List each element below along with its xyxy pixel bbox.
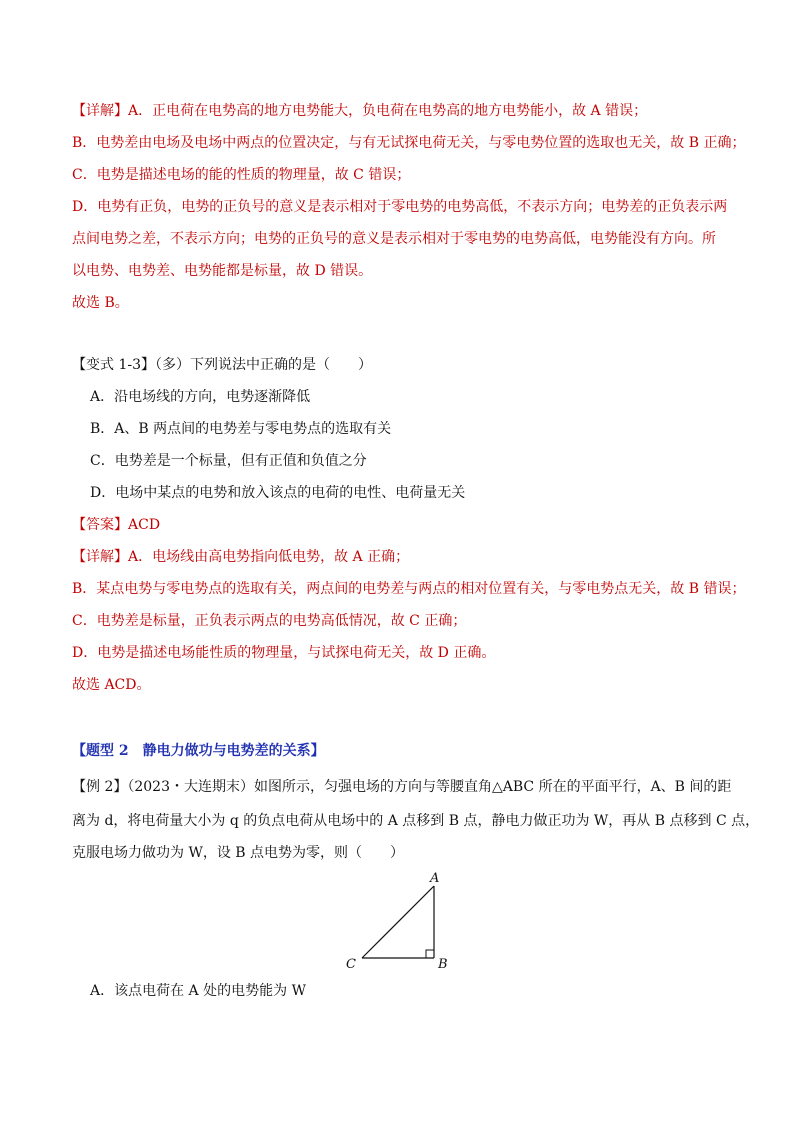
vertex-label-c: C	[346, 957, 356, 972]
detail-2-line-3: C．电势差是标量，正负表示两点的电势高低情况，故 C 正确；	[72, 613, 467, 629]
variant-option-d: D．电场中某点的电势和放入该点的电荷的电性、电荷量无关	[90, 485, 466, 501]
variant-option-a: A．沿电场线的方向，电势逐渐降低	[90, 389, 311, 405]
detail-2-conclusion: 故选 ACD。	[72, 677, 151, 693]
triangle-figure	[330, 866, 460, 976]
example-line-1: 【例 2】（2023・大连期末）如图所示，匀强电场的方向与等腰直角△ABC 所在的平面平行，A、B 间的距	[72, 779, 732, 795]
detail-2-line-1: 【详解】A．电场线由高电势指向低电势，故 A 正确；	[72, 549, 410, 565]
detail-1-line-3: C．电势是描述电场的能的性质的物理量，故 C 错误；	[72, 167, 411, 183]
detail-1-line-5: 点间电势之差，不表示方向；电势的正负号的意义是表示相对于零电势的电势高低，电势能没有方向。所	[72, 231, 716, 247]
vertex-label-a: A	[430, 871, 440, 886]
detail-1-line-2: B．电势差由电场及电场中两点的位置决定，与有无试探电荷无关，与零电势位置的选取也无关，故 B 正确；	[72, 135, 746, 151]
side-ca	[362, 886, 434, 958]
detail-1-line-6: 以电势、电势差、电势能都是标量，故 D 错误。	[72, 263, 373, 279]
variant-option-b: B．A、B 两点间的电势差与零电势点的选取有关	[90, 421, 392, 437]
section-title: 【题型 2 静电力做功与电势差的关系】	[72, 743, 325, 759]
variant-question: 【变式 1-3】（多）下列说法中正确的是（ ）	[72, 357, 372, 373]
example-line-3: 克服电场力做功为 W，设 B 点电势为零，则（ ）	[72, 845, 405, 861]
right-angle-mark	[426, 950, 434, 958]
variant-option-c: C．电势差是一个标量，但有正值和负值之分	[90, 453, 367, 469]
detail-1-line-4: D．电势有正负，电势的正负号的意义是表示相对于零电势的电势高低，不表示方向；电势差的正负表示两	[72, 199, 728, 215]
triangle-diagram	[330, 866, 460, 976]
detail-1-line-1: 【详解】A．正电荷在电势高的地方电势能大，负电荷在电势高的地方电势能小，故 A 错误；	[72, 103, 648, 119]
example-option-a: A．该点电荷在 A 处的电势能为 W	[90, 983, 306, 999]
example-line-2: 离为 d，将电荷量大小为 q 的负点电荷从电场中的 A 点移到 B 点，静电力做正功为 W，再从 B 点移到 C 点，	[72, 813, 760, 829]
detail-2-line-4: D．电势是描述电场能性质的物理量，与试探电荷无关，故 D 正确。	[72, 645, 496, 661]
detail-2-line-2: B．某点电势与零电势点的选取有关，两点间的电势差与两点的相对位置有关，与零电势点无关，故 B 错误；	[72, 581, 746, 597]
vertex-label-b: B	[438, 957, 448, 972]
detail-1-conclusion: 故选 B。	[72, 295, 129, 311]
variant-answer: 【答案】ACD	[72, 517, 161, 533]
